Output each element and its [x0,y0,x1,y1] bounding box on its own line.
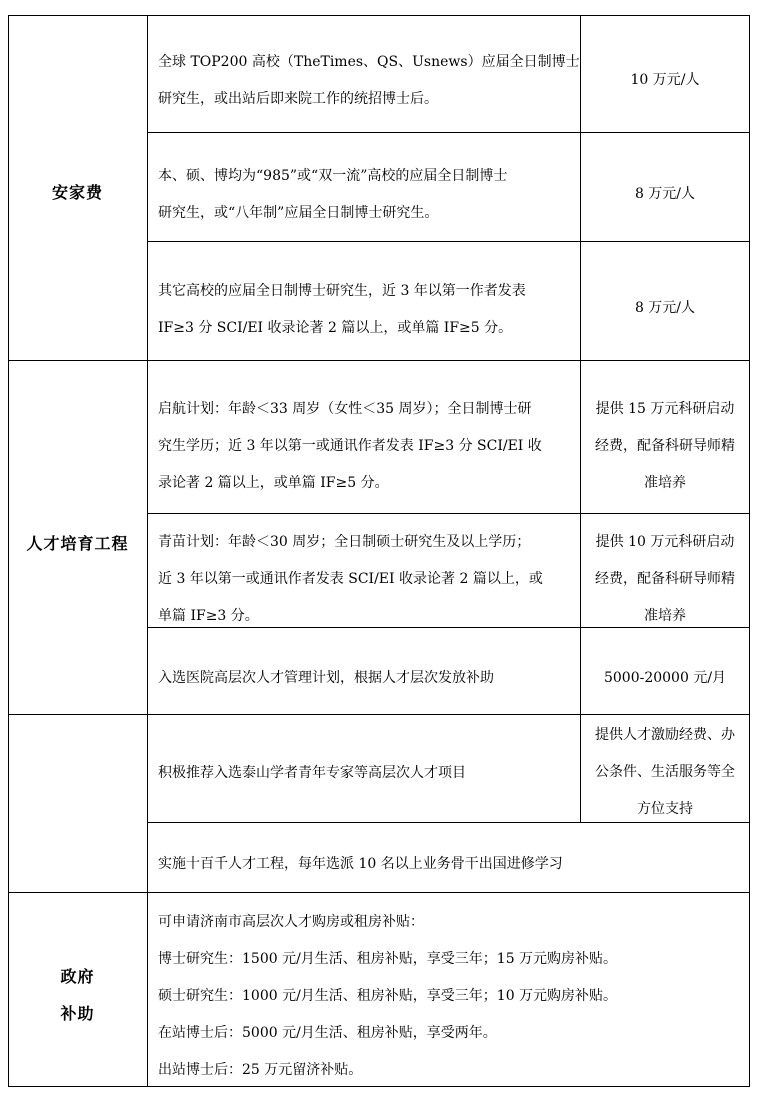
settling-row-3-desc [158,273,526,347]
talent-row-3-desc [158,660,494,697]
desc-line: 在站博士后：5000 元/月生活、租房补贴，享受两年。 [158,1025,497,1041]
settling-row-1-value: 10 万元/人 [630,72,700,88]
grid-line [147,241,750,242]
talent-row-3-value: 5000-20000 元/月 [603,670,727,686]
other-row-1-value [581,717,749,828]
grid-line [749,15,750,1087]
desc-line: 全球 TOP200 高校（TheTimes、QS、Usnews）应届全日制博士 [158,54,580,70]
government-desc [158,904,617,1089]
talent-category: 人才培育工程 [26,534,129,553]
desc-line: 实施十百千人才工程，每年选派 10 名以上业务骨干出国进修学习 [158,856,563,872]
other-row-2-desc [158,846,563,883]
category-line: 政府 [60,967,95,986]
grid-line [8,892,750,893]
talent-row-1-value [581,391,749,502]
value-line: 经费，配备科研导师精 [595,438,735,454]
settling-row-2-value: 8 万元/人 [634,186,696,202]
desc-line: 青苗计划：年龄＜30 周岁；全日制硕士研究生及以上学历； [158,534,531,550]
settling-category: 安家费 [51,183,103,202]
desc-line: 积极推荐入选泰山学者青年专家等高层次人才项目 [158,765,466,781]
desc-line: 其它高校的应届全日制博士研究生，近 3 年以第一作者发表 [158,283,526,299]
grid-line [147,513,750,514]
grid-line [147,132,750,133]
value-line: 公条件、生活服务等全 [595,764,735,780]
desc-line: 出站博士后：25 万元留济补贴。 [158,1062,363,1078]
category-line: 补助 [60,1004,95,1023]
other-row-1-desc [158,755,466,792]
desc-line: 录论著 2 篇以上，或单篇 IF≥5 分。 [158,475,389,491]
value-line: 方位支持 [637,801,693,817]
settling-row-2-desc [158,158,507,232]
talent-row-2-desc [158,524,543,635]
desc-line: 可申请济南市高层次人才购房或租房补贴： [158,914,424,930]
desc-line: 单篇 IF≥3 分。 [158,608,259,624]
government-category [8,958,147,1032]
settling-row-1-desc [158,44,580,118]
value-line: 经费，配备科研导师精 [595,571,735,587]
desc-line: IF≥3 分 SCI/EI 收录论著 2 篇以上，或单篇 IF≥5 分。 [158,320,513,336]
value-line: 准培养 [644,608,686,624]
grid-line [8,714,750,715]
desc-line: 究生学历；近 3 年以第一或通讯作者发表 IF≥3 分 SCI/EI 收 [158,438,542,454]
desc-line: 硕士研究生：1000 元/月生活、租房补贴，享受三年；10 万元购房补贴。 [158,988,618,1004]
value-line: 准培养 [644,475,686,491]
settling-row-3-value: 8 万元/人 [634,300,696,316]
desc-line: 本、硕、博均为“985”或“双一流”高校的应届全日制博士 [158,168,508,184]
value-line: 提供人才激励经费、办 [595,727,735,743]
desc-line: 启航计划：年龄＜33 周岁（女性＜35 周岁）；全日制博士研 [158,401,532,417]
grid-line [8,360,750,361]
value-line: 提供 10 万元科研启动 [595,534,735,550]
desc-line: 博士研究生：1500 元/月生活、租房补贴，享受三年；15 万元购房补贴。 [158,951,618,967]
desc-line: 近 3 年以第一或通讯作者发表 SCI/EI 收录论著 2 篇以上，或 [158,571,543,587]
value-line: 提供 15 万元科研启动 [595,401,735,417]
desc-line: 研究生，或出站后即来院工作的统招博士后。 [158,91,438,107]
talent-row-2-value [581,524,749,635]
desc-line: 入选医院高层次人才管理计划，根据人才层次发放补助 [158,670,494,686]
grid-line [147,15,148,1087]
desc-line: 研究生，或“八年制”应届全日制博士研究生。 [158,205,439,221]
talent-row-1-desc [158,391,542,502]
grid-line [8,15,750,16]
